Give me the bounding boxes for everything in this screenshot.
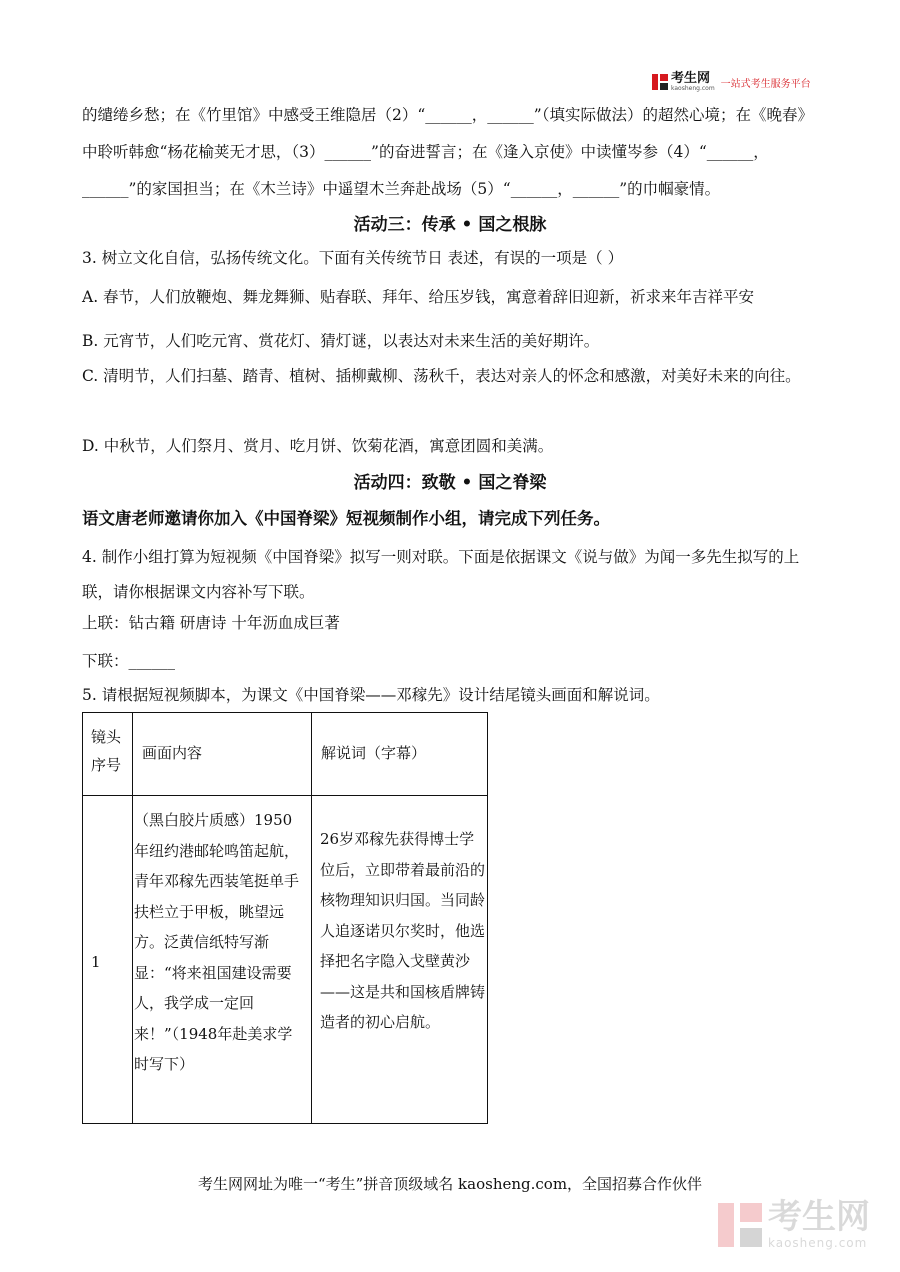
option-d: D. 中秋节，人们祭月、赏月、吃月饼、饮菊花酒，寓意团圆和美满。 (82, 437, 554, 455)
table-cell-content: （黑白胶片质感）1950年纽约港邮轮鸣笛起航，青年邓稼先西装笔挺单手扶栏立于甲板，眺望远方。泛黄信纸特写渐显：“将来祖国建设需要人，我学成一定回来！”（1948年赴美求学时写下） (134, 811, 300, 1073)
question-4: 4. 制作小组打算为短视频《中国脊梁》拟写一则对联。下面是依据课文《说与做》为闻一多先生拟写的上联，请你根据课文内容补写下联。 (82, 548, 800, 601)
table-header-shot: 镜头序号 (91, 728, 122, 774)
lower-couplet: 下联：______ (82, 652, 176, 670)
intro-paragraph: 的缱绻乡愁；在《竹里馆》中感受王维隐居（2）“______，______”（填实际做法）的超然心境；在《晚春》中聆听韩愈“杨花榆荚无才思，（3）______”的奋进誓言；在《逢入京使》中读懂岑参（4）“______，______”的家国担当；在《木兰诗》中遥望木兰奔赴战场（5）“______，______”的巾帼豪情。 (82, 106, 813, 198)
watermark-name: 考生网 (768, 1197, 870, 1237)
script-table (82, 712, 488, 1124)
table-header-content: 画面内容 (142, 744, 203, 762)
table-header-narration: 解说词（字幕） (321, 744, 427, 762)
watermark-domain: kaosheng.com (768, 1236, 868, 1250)
logo-domain: kaosheng.com (671, 85, 715, 92)
activity4-instruction: 语文唐老师邀请你加入《中国脊梁》短视频制作小组，请完成下列任务。 (82, 509, 610, 528)
logo-name: 考生网 (671, 71, 711, 86)
kaosheng-logo-icon (652, 74, 668, 90)
table-cell-shot: 1 (91, 953, 101, 971)
option-b: B. 元宵节，人们吃元宵、赏花灯、猜灯谜，以表达对未来生活的美好期许。 (82, 332, 600, 350)
option-c: C. 清明节，人们扫墓、踏青、植树、插柳戴柳、荡秋千，表达对亲人的怀念和感激，对美好未来的向往。 (82, 367, 801, 385)
question-3: 3. 树立文化自信，弘扬传统文化。下面有关传统节日 表述，有误的一项是（ ） (82, 249, 624, 267)
logo-slogan: 一站式考生服务平台 (720, 78, 811, 90)
activity3-title: 活动三：传承 • 国之根脉 (353, 215, 547, 235)
question-5: 5. 请根据短视频脚本，为课文《中国脊梁——邓稼先》设计结尾镜头画面和解说词。 (82, 686, 660, 704)
page-footer: 考生网网址为唯一“考生”拼音顶级域名 kaosheng.com，全国招募合作伙伴 (197, 1175, 703, 1193)
table-cell-narration: 26岁邓稼先获得博士学位后，立即带着最前沿的核物理知识归国。当同龄人追逐诺贝尔奖时，他选择把名字隐入戈壁黄沙——这是共和国核盾牌铸造者的初心启航。 (320, 830, 486, 1031)
header-logo[interactable] (652, 72, 811, 92)
watermark-logo (718, 1197, 870, 1250)
option-a: A. 春节，人们放鞭炮、舞龙舞狮、贴春联、拜年、给压岁钱，寓意着辞旧迎新，祈求来年吉祥平安 (82, 288, 755, 306)
activity4-title: 活动四：致敬 • 国之脊梁 (353, 473, 547, 493)
upper-couplet: 上联：钻古籍 研唐诗 十年沥血成巨著 (82, 614, 340, 632)
kaosheng-watermark-icon (718, 1203, 762, 1247)
